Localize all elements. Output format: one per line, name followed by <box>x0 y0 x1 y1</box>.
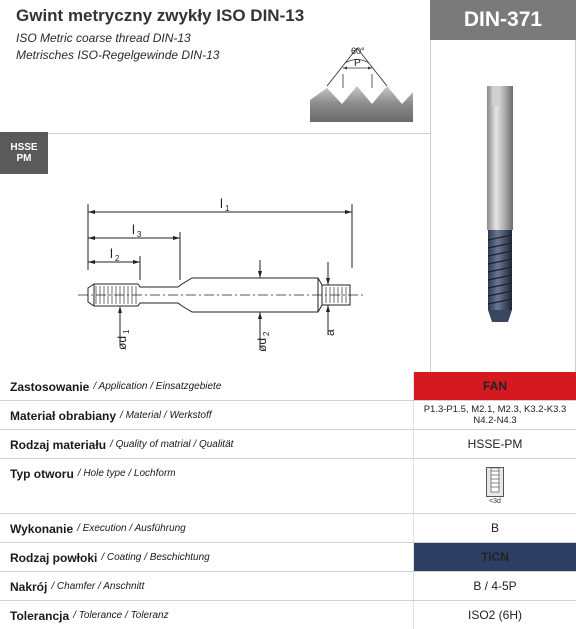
spec-sublabel: / Tolerance / Toleranz <box>73 610 169 621</box>
dim-l1-sub: 1 <box>225 204 230 213</box>
dim-l1-label: l <box>220 196 223 211</box>
chamfer-value: B / 4-5P <box>413 572 576 600</box>
tolerance-value: ISO2 (6H) <box>413 601 576 629</box>
dim-l2-label: l <box>110 246 113 261</box>
spec-row-application <box>0 372 576 401</box>
material-value-line2: N4.2-N4.3 <box>473 415 517 426</box>
spec-sublabel: / Chamfer / Anschnitt <box>51 581 145 592</box>
dim-d2-sub: 2 <box>262 331 271 336</box>
thread-angle-label: 60° <box>351 46 365 56</box>
material-tab-line2: PM <box>16 153 32 164</box>
spec-sublabel: / Quality of matrial / Qualität <box>110 439 234 450</box>
spec-label: Wykonanie <box>10 522 74 536</box>
spec-label: Zastosowanie <box>10 380 90 394</box>
section-divider <box>48 133 430 134</box>
spec-sublabel: / Material / Werkstoff <box>120 410 212 421</box>
coating-badge: TiCN <box>413 543 576 571</box>
blind-hole-icon <box>486 467 504 497</box>
tool-material-value: HSSE-PM <box>413 430 576 458</box>
material-value-line1: P1.3-P1.5, M2.1, M2.3, K3.2-K3.3 <box>423 404 567 415</box>
spec-label: Materiał obrabiany <box>10 409 117 423</box>
dim-l3-label: l <box>132 222 135 237</box>
spec-sublabel: / Coating / Beschichtung <box>101 552 210 563</box>
dim-a-label: a <box>323 329 337 336</box>
application-badge: FAN <box>413 372 576 400</box>
subtitle-english: ISO Metric coarse thread DIN-13 <box>16 31 191 45</box>
technical-drawing <box>60 190 370 360</box>
subtitle-german: Metrisches ISO-Regelgewinde DIN-13 <box>16 48 220 62</box>
spec-label: Typ otworu <box>10 467 74 481</box>
spec-sublabel: / Application / Einsatzgebiete <box>93 381 222 392</box>
thread-pitch-label: P <box>354 58 361 69</box>
spec-row-tool-material <box>0 430 576 459</box>
dim-l2-sub: 2 <box>115 254 120 263</box>
standard-badge: DIN-371 <box>430 0 576 40</box>
spec-row-coating <box>0 543 576 572</box>
spec-label: Rodzaj powłoki <box>10 551 98 565</box>
spec-row-chamfer <box>0 572 576 601</box>
spec-row-tolerance <box>0 601 576 629</box>
dim-d2-label: ød <box>255 337 269 352</box>
page-title: Gwint metryczny zwykły ISO DIN-13 <box>16 6 305 25</box>
spec-row-hole-type <box>0 459 576 514</box>
spec-label: Tolerancja <box>10 609 70 623</box>
spec-label: Nakrój <box>10 580 48 594</box>
material-value <box>413 401 576 429</box>
spec-sublabel: / Hole type / Lochform <box>77 468 176 479</box>
hole-depth-caption: <3d <box>489 498 501 505</box>
spec-row-material <box>0 401 576 430</box>
execution-value: B <box>413 514 576 542</box>
tap-tool-image <box>430 60 574 360</box>
dim-l3-sub: 3 <box>137 230 142 239</box>
material-tab-line1: HSSE <box>10 142 38 153</box>
spec-label: Rodzaj materiału <box>10 438 107 452</box>
hole-type-value <box>413 459 576 513</box>
material-tab <box>0 132 48 174</box>
thread-profile-diagram <box>305 36 420 126</box>
dim-d1-sub: 1 <box>122 329 131 334</box>
spec-sublabel: / Execution / Ausführung <box>77 523 186 534</box>
spec-row-execution <box>0 514 576 543</box>
dim-d1-label: ød <box>115 335 129 350</box>
spec-table <box>0 372 576 629</box>
